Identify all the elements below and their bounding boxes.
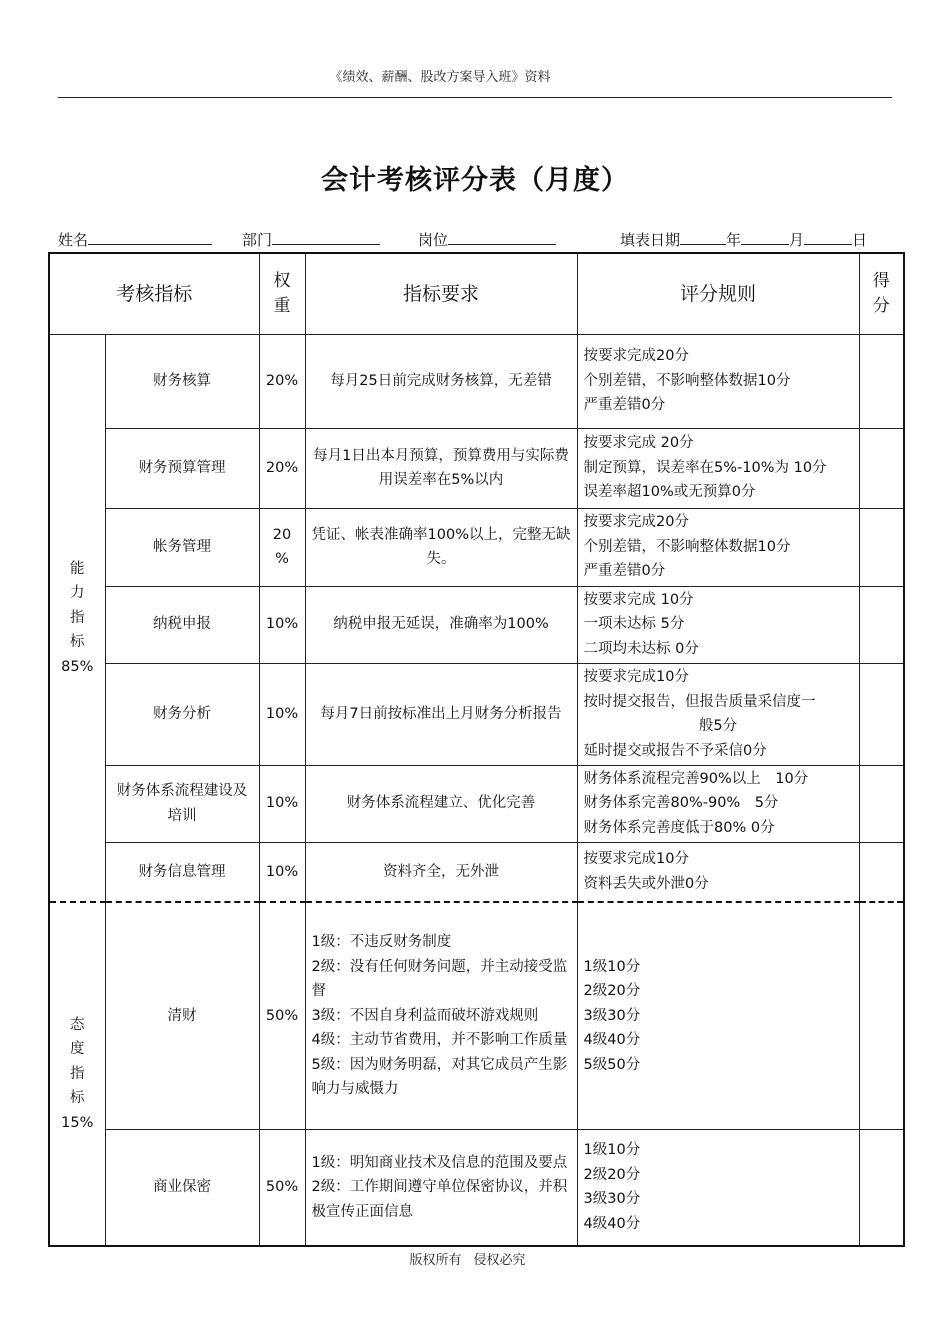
dept-field[interactable] <box>242 229 380 250</box>
rule-line: 制定预算，误差率在5%-10%为 10分 <box>583 459 827 476</box>
rule-line: 按要求完成20分 <box>583 348 689 365</box>
day-label: 日 <box>852 231 868 249</box>
name-field[interactable] <box>58 229 212 250</box>
rule-cell <box>577 428 859 508</box>
indicator-name: 财务信息管理 <box>105 842 259 902</box>
category-ability-char: 标 <box>70 634 85 650</box>
table-row <box>49 586 904 663</box>
name-blank[interactable] <box>88 230 212 245</box>
table-row <box>49 842 904 902</box>
rule-line: 财务体系完善度低于80% 0分 <box>583 819 775 836</box>
rule-line: 严重差错0分 <box>583 563 666 580</box>
rule-cell <box>577 586 859 663</box>
category-ability-percent: 85% <box>61 658 94 675</box>
rule-line: 5级50分 <box>583 1056 641 1073</box>
rule-line: 财务体系流程完善90%以上 10分 <box>583 770 809 787</box>
indicator-name: 纳税申报 <box>105 586 259 663</box>
rule-line: 按时提交报告，但报告质量采信度一 <box>583 693 816 710</box>
table-row <box>49 1129 904 1246</box>
dept-label: 部门 <box>242 231 273 249</box>
category-ability-char: 力 <box>70 585 85 601</box>
rule-line: 1级10分 <box>583 1142 641 1159</box>
requirement-line: 3级：不因自身利益而破坏游戏规则 <box>311 1007 539 1024</box>
header-rule: 评分规则 <box>577 253 859 334</box>
weight-line: % <box>275 551 289 567</box>
rule-cell <box>577 765 859 842</box>
weight-cell: 10% <box>259 842 305 902</box>
score-input-cell[interactable] <box>859 842 904 902</box>
document-footer <box>0 1249 935 1268</box>
rule-line: 3级30分 <box>583 1007 641 1024</box>
weight-cell: 20% <box>259 334 305 428</box>
weight-cell: 50% <box>259 902 305 1129</box>
table-row <box>49 428 904 508</box>
year-blank[interactable] <box>680 230 726 245</box>
score-input-cell[interactable] <box>859 508 904 586</box>
requirement-line: 2级：没有任何财务问题，并主动接受监督 <box>311 958 568 999</box>
header-weight-line2: 重 <box>273 295 291 316</box>
post-label: 岗位 <box>418 231 449 249</box>
indicator-name: 财务体系流程建设及培训 <box>105 765 259 842</box>
weight-cell: 10% <box>259 663 305 765</box>
requirement-cell: 每月1日出本月预算，预算费用与实际费用误差率在5%以内 <box>305 428 577 508</box>
dept-blank[interactable] <box>272 230 380 245</box>
category-ability-char: 能 <box>70 560 85 577</box>
rule-line: 按要求完成20分 <box>583 514 689 531</box>
rule-cell <box>577 842 859 902</box>
indicator-name: 帐务管理 <box>105 508 259 586</box>
weight-cell: 10% <box>259 765 305 842</box>
rule-line: 财务体系完善80%-90% 5分 <box>583 795 779 812</box>
rule-cell <box>577 508 859 586</box>
category-ability <box>49 334 105 902</box>
assessment-table <box>48 252 905 1247</box>
page-title: 会计考核评分表（月度） <box>321 165 629 196</box>
category-attitude-char: 指 <box>70 1065 85 1082</box>
score-input-cell[interactable] <box>859 663 904 765</box>
category-attitude-char: 标 <box>70 1090 85 1107</box>
footer-left: 版权所有 <box>409 1253 462 1268</box>
requirement-cell: 凭证、帐表准确率100%以上，完整无缺失。 <box>305 508 577 586</box>
category-ability-char: 指 <box>70 609 85 626</box>
year-label: 年 <box>726 231 742 249</box>
header-weight-line1: 权 <box>273 270 291 291</box>
info-line <box>58 229 892 251</box>
indicator-name: 财务核算 <box>105 334 259 428</box>
rule-line: 4级40分 <box>583 1215 641 1232</box>
rule-line: 二项均未达标 0分 <box>583 640 699 657</box>
footer-right: 侵权必究 <box>473 1253 526 1268</box>
score-input-cell[interactable] <box>859 1129 904 1246</box>
rule-line: 般5分 <box>698 718 738 734</box>
rule-line: 1级10分 <box>583 958 641 975</box>
rule-line: 资料丢失或外泄0分 <box>583 875 709 892</box>
indicator-name: 清财 <box>105 902 259 1129</box>
table-row <box>49 334 904 428</box>
indicator-name: 财务分析 <box>105 663 259 765</box>
header-divider <box>58 97 892 98</box>
score-input-cell[interactable] <box>859 765 904 842</box>
date-field[interactable] <box>620 229 867 250</box>
score-input-cell[interactable] <box>859 334 904 428</box>
header-score-line2: 分 <box>872 295 890 316</box>
post-blank[interactable] <box>448 230 556 245</box>
header-score <box>859 253 904 334</box>
rule-line: 2级20分 <box>583 1166 641 1183</box>
category-attitude <box>49 902 105 1246</box>
requirement-cell: 财务体系流程建立、优化完善 <box>305 765 577 842</box>
rule-line: 严重差错0分 <box>583 397 666 414</box>
weight-cell: 20% <box>259 428 305 508</box>
table-row <box>49 902 904 1129</box>
rule-line: 3级30分 <box>583 1191 641 1208</box>
requirement-cell: 每月7日前按标准出上月财务分析报告 <box>305 663 577 765</box>
rule-cell <box>577 902 859 1129</box>
requirement-line: 4级：主动节省费用，并不影响工作质量 <box>311 1032 568 1048</box>
month-label: 月 <box>789 231 805 249</box>
rule-line: 个别差错，不影响整体数据10分 <box>583 372 791 389</box>
indicator-name: 财务预算管理 <box>105 428 259 508</box>
document-header-note: 《绩效、薪酬、股改方案导入班》资料 <box>329 70 551 85</box>
rule-line: 个别差错，不影响整体数据10分 <box>583 538 791 555</box>
rule-cell <box>577 334 859 428</box>
weight-cell <box>259 508 305 586</box>
month-blank[interactable] <box>741 230 789 245</box>
score-input-cell[interactable] <box>859 428 904 508</box>
name-label: 姓名 <box>58 231 89 249</box>
indicator-name: 商业保密 <box>105 1129 259 1246</box>
weight-line: 20 <box>272 526 292 543</box>
rule-line: 延时提交或报告不予采信0分 <box>583 742 767 759</box>
rule-line: 误差率超10%或无预算0分 <box>583 484 756 501</box>
weight-cell: 50% <box>259 1129 305 1246</box>
post-field[interactable] <box>418 229 556 250</box>
requirement-cell <box>305 1129 577 1246</box>
day-blank[interactable] <box>804 230 852 245</box>
rule-cell <box>577 663 859 765</box>
requirement-cell: 纳税申报无延误，准确率为100% <box>305 586 577 663</box>
header-score-line1: 得 <box>872 270 890 291</box>
rule-line: 按要求完成 20分 <box>583 435 694 452</box>
table-header-row <box>49 253 904 334</box>
category-attitude-char: 态 <box>70 1016 85 1033</box>
rule-line: 4级40分 <box>583 1032 641 1048</box>
rule-line: 按要求完成 10分 <box>583 591 694 608</box>
requirement-line: 2级：工作期间遵守单位保密协议，并积极宣传正面信息 <box>311 1179 568 1220</box>
rule-line: 按要求完成10分 <box>583 669 689 685</box>
requirement-cell: 每月25日前完成财务核算，无差错 <box>305 334 577 428</box>
header-indicator: 考核指标 <box>49 253 259 334</box>
weight-cell: 10% <box>259 586 305 663</box>
table-row <box>49 765 904 842</box>
score-input-cell[interactable] <box>859 586 904 663</box>
rule-line: 按要求完成10分 <box>583 851 689 868</box>
requirement-line: 1级：不违反财务制度 <box>311 934 452 950</box>
rule-line: 2级20分 <box>583 983 641 999</box>
requirement-line: 1级：明知商业技术及信息的范围及要点 <box>311 1154 568 1171</box>
date-label: 填表日期 <box>620 231 681 249</box>
table-row <box>49 663 904 765</box>
requirement-cell <box>305 902 577 1129</box>
rule-cell <box>577 1129 859 1246</box>
category-attitude-char: 度 <box>70 1041 85 1058</box>
header-requirement: 指标要求 <box>305 253 577 334</box>
category-attitude-percent: 15% <box>61 1114 94 1131</box>
header-weight <box>259 253 305 334</box>
requirement-cell: 资料齐全，无外泄 <box>305 842 577 902</box>
requirement-line: 5级：因为财务明磊，对其它成员产生影响力与威慑力 <box>311 1056 568 1097</box>
table-row <box>49 508 904 586</box>
rule-line: 一项未达标 5分 <box>583 616 685 633</box>
score-input-cell[interactable] <box>859 902 904 1129</box>
